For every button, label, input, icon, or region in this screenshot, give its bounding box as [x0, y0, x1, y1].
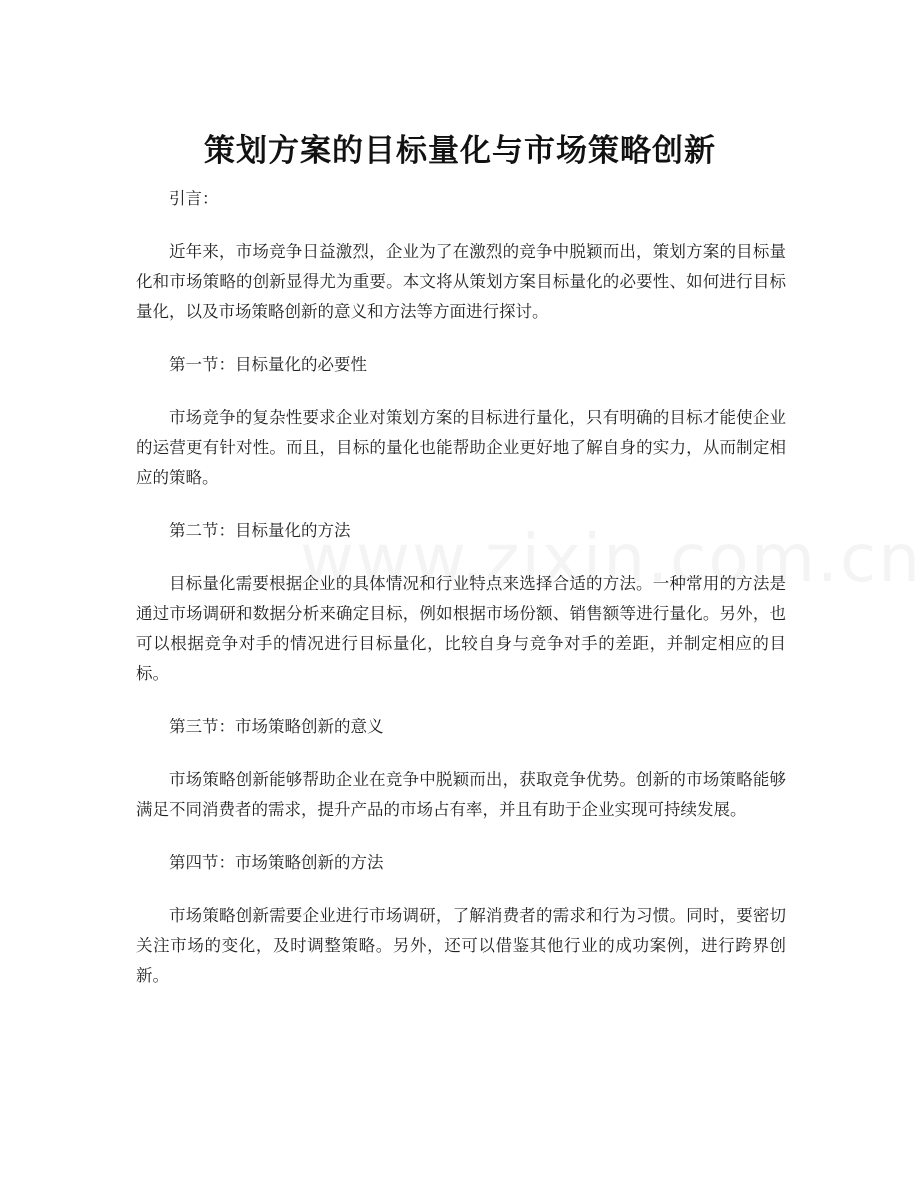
- paragraph-section-1: 市场竞争的复杂性要求企业对策划方案的目标进行量化，只有明确的目标才能使企业的运营更有针对性。而且，目标的量化也能帮助企业更好地了解自身的实力，从而制定相应的策略。: [136, 408, 786, 487]
- paragraph-section-3: 市场策略创新能够帮助企业在竞争中脱颖而出，获取竞争优势。创新的市场策略能够满足不同消费者的需求，提升产品的市场占有率，并且有助于企业实现可持续发展。: [136, 770, 786, 819]
- section-heading-3: 第三节：市场策略创新的意义: [169, 717, 384, 736]
- paragraph-intro: 近年来，市场竞争日益激烈，企业为了在激烈的竞争中脱颖而出，策划方案的目标量化和市场策略的创新显得尤为重要。本文将从策划方案目标量化的必要性、如何进行目标量化，以及市场策略创新的意义和方法等方面进行探讨。: [136, 242, 786, 321]
- section-heading-intro: 引言：: [169, 189, 219, 208]
- section-heading-2: 第二节：目标量化的方法: [169, 521, 351, 540]
- section-heading-4: 第四节：市场策略创新的方法: [169, 853, 384, 872]
- section-heading-1: 第一节：目标量化的必要性: [169, 355, 367, 374]
- document-body: [136, 184, 786, 1014]
- document-title: 策划方案的目标量化与市场策略创新: [204, 132, 716, 169]
- paragraph-section-4: 市场策略创新需要企业进行市场调研，了解消费者的需求和行为习惯。同时，要密切关注市场的变化，及时调整策略。另外，还可以借鉴其他行业的成功案例，进行跨界创新。: [136, 906, 786, 985]
- paragraph-section-2: 目标量化需要根据企业的具体情况和行业特点来选择合适的方法。一种常用的方法是通过市场调研和数据分析来确定目标，例如根据市场份额、销售额等进行量化。另外，也可以根据竞争对手的情况进行目标量化，比较自身与竞争对手的差距，并制定相应的目标。: [136, 574, 786, 683]
